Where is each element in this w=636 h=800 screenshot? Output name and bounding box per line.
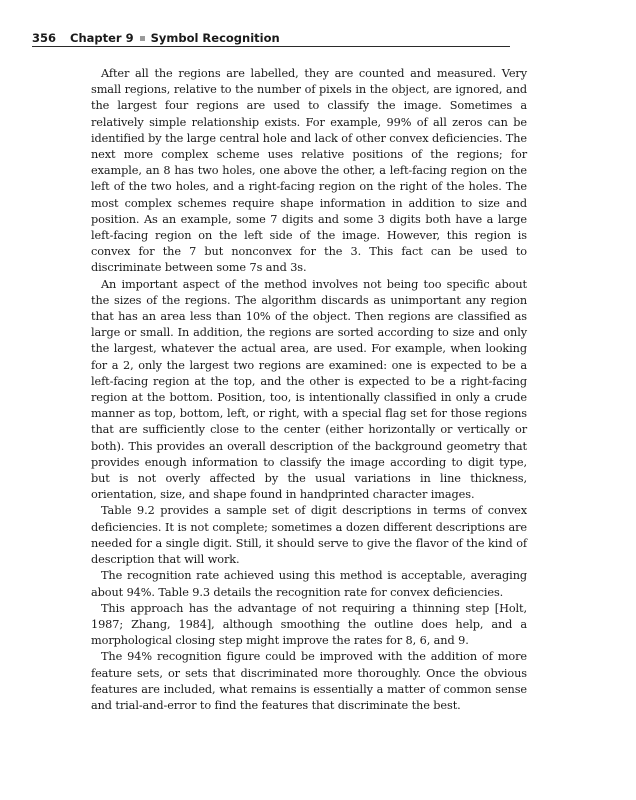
page-number: 356 bbox=[32, 31, 57, 45]
paragraph-1: After all the regions are labelled, they are counted and measured. Very small regions, relative to the number of pixels in the object, are ignored, and the largest four regions are used to classify the image. Sometimes a relatively simple relationship exists. For example, 99% of all zeros can be identified by the large central hole and lack of other convex deficiencies. The next more complex scheme uses relative positions of the regions; for example, an 8 has two holes, one above the other, a left-facing region on the left of the two holes, and a right-facing region on the right of the holes. The most complex schemes require shape information in addition to size and position. As an example, some 7 digits and some 3 digits both have a large left-facing region on the left side of the image. However, this region is convex for the 7 but nonconvex for the 3. This fact can be used to discriminate between some 7s and 3s. bbox=[91, 67, 528, 275]
header-rule bbox=[32, 46, 510, 47]
header-separator-square bbox=[140, 36, 145, 41]
paragraph-5: This approach has the advantage of not requiring a thinning step [Holt, 1987; Zhang, 1984], although smoothing the outline does help, and a morphological closing step might improve the rates for 8, 6, and 9. bbox=[91, 601, 527, 648]
paragraph-4: The recognition rate achieved using this method is acceptable, averaging about 94%. Table 9.3 details the recognition rate for convex deficiencies. bbox=[91, 569, 527, 599]
section-title: Symbol Recognition bbox=[150, 31, 280, 45]
paragraph-6: The 94% recognition figure could be improved with the addition of more feature sets, or sets that discriminated more thoroughly. Once the obvious features are included, what remains is essentially a matter of common sense and trial-and-error to find the features that discriminate the best. bbox=[91, 650, 527, 712]
paragraph-2: An important aspect of the method involves not being too specific about the sizes of the regions. The algorithm discards as unimportant any region that has an area less than 10% of the object. Then regions are classified as large or small. In addition, the regions are sorted according to size and only the largest, whatever the actual area, are used. For example, when looking for a 2, only the largest two regions are examined: one is expected to be a left-facing region at the top, and the other is expected to be a right-facing region at the bottom. Position, too, is intentionally classified in only a crude manner as top, bottom, left, or right, with a special flag set for those regions that are sufficiently close to the center (either horizontally or vertically or both). This provides an overall description of the background geometry that provides enough information to classify the image according to digit type, but is not overly affected by the usual variations in line thickness, orientation, size, and shape found in handprinted character images. bbox=[91, 277, 527, 502]
paragraph-3: Table 9.2 provides a sample set of digit descriptions in terms of convex deficiencies. It is not complete; sometimes a dozen different descriptions are needed for a single digit. Still, it should serve to give the flavor of the kind of description that will work. bbox=[91, 504, 527, 567]
body-text bbox=[91, 66, 527, 714]
chapter-label: Chapter 9 bbox=[70, 31, 134, 45]
running-header bbox=[32, 30, 510, 46]
